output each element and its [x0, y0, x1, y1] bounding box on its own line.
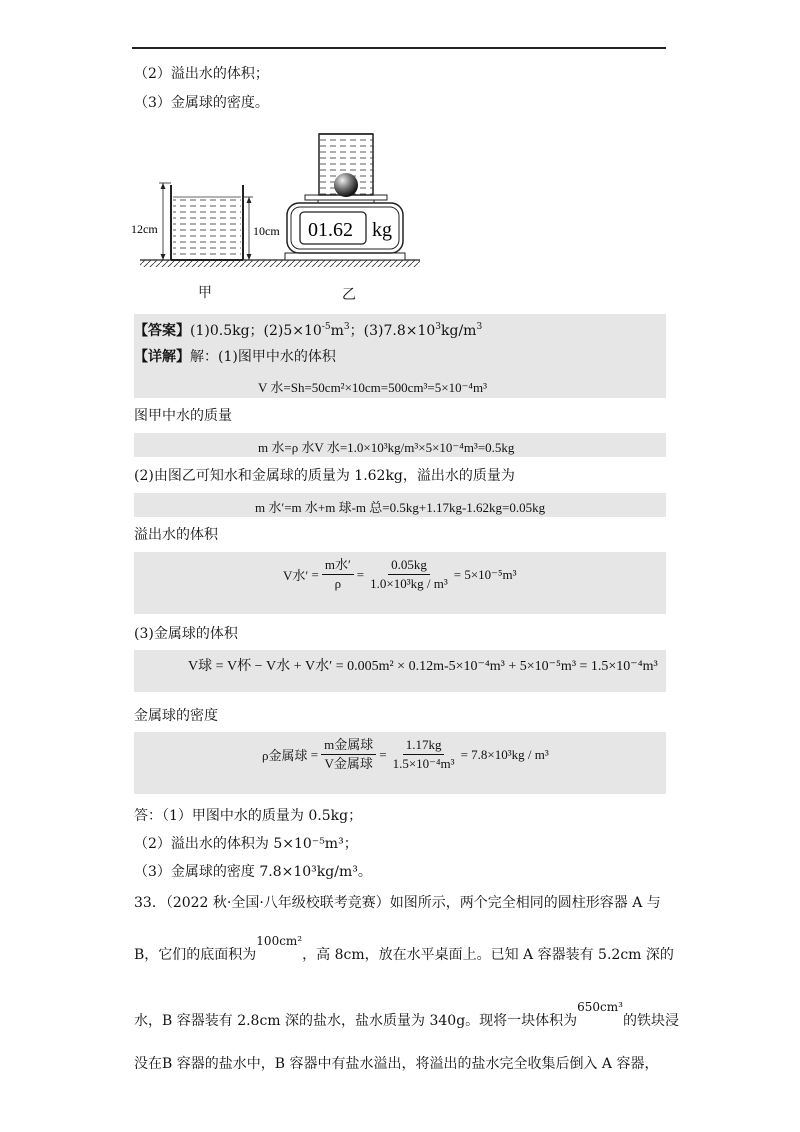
conclusion-2: （2）溢出水的体积为 5×10⁻⁵m³；	[134, 836, 358, 852]
answer-sup-b: 3	[476, 322, 483, 332]
container-jia	[159, 183, 253, 260]
equation-ball-density: ρ金属球 = $\frac{\text{m金属球}}{\text{V金属球}}$ = $\frac{1.17kg}{\text{1.5×10⁻⁴m³}}$ = 7.8×10³kg / m³	[262, 737, 549, 771]
eq4-frac1: $\frac{\text{m水′}}{\rho}$	[322, 557, 354, 592]
label-water-mass: 图甲中水的质量	[134, 408, 232, 424]
scale-reading: 01.62	[308, 219, 353, 241]
dim-10cm-label: 10cm	[253, 224, 280, 238]
label-ball-density: 金属球的密度	[134, 708, 218, 724]
question-33-line2: B，它们的底面积为100cm²，高 8cm，放在水平桌面上。已知 A 容器装有 5.2cm 深的	[134, 934, 674, 963]
answer-tag: 【答案】	[134, 323, 190, 339]
scale-unit: kg	[372, 219, 392, 241]
eq6-result: = 7.8×10³kg / m³	[460, 746, 549, 762]
question-33-line3: 水，B 容器装有 2.8cm 深的盐水，盐水质量为 340g。现将一块体积为650cm³的铁块浸	[134, 1000, 679, 1029]
dim-12cm-label: 12cm	[131, 222, 158, 236]
experiment-figure	[130, 125, 430, 305]
answer-part1: (1)0.5kg；(2)5×10	[190, 323, 322, 339]
answer-exp2: 3	[435, 322, 441, 332]
water-jia	[173, 197, 241, 260]
answer-exp1: -5	[321, 322, 331, 332]
metal-ball	[334, 173, 358, 197]
caption-jia: 甲	[198, 285, 212, 301]
question-33-line4: 没在B 容器的盐水中，B 容器中有盐水溢出，将溢出的盐水完全收集后倒入 A 容器，	[134, 1056, 659, 1072]
conclusion-3: （3）金属球的密度 7.8×10³kg/m³。	[134, 864, 372, 880]
eq4-lhs: V水′	[283, 568, 309, 583]
ground-hatch	[140, 260, 420, 267]
answer-m: m	[330, 323, 344, 339]
question-2: （2）溢出水的体积；	[134, 66, 269, 82]
eq6-frac2: $\frac{1.17kg}{\text{1.5×10⁻⁴m³}}$	[392, 737, 455, 771]
eq6-frac1: $\frac{\text{m金属球}}{\text{V金属球}}$	[321, 737, 376, 772]
equation-mass-water: m 水=ρ 水V 水=1.0×10³kg/m³×5×10⁻⁴m³=0.5kg	[258, 440, 515, 455]
area-value: 100cm²	[256, 934, 303, 948]
answer-unit: kg/m	[441, 323, 477, 339]
eq4-frac2: $\frac{0.05kg}{\text{1.0×10³kg / m³}}$	[370, 557, 448, 591]
question-33-line1: 33．（2022 秋·全国·八年级校联考竞赛）如图所示，两个完全相同的圆柱形容器 A 与	[134, 895, 661, 911]
question-3: （3）金属球的密度。	[134, 95, 269, 111]
label-part3: (3)金属球的体积	[134, 626, 238, 642]
equation-overflow-mass: m 水′=m 水+m 球-m 总=0.5kg+1.17kg-1.62kg=0.05kg	[255, 500, 546, 515]
label-overflow-volume: 溢出水的体积	[134, 527, 218, 543]
eq4-result: = 5×10⁻⁵m³	[453, 566, 517, 582]
equation-ball-volume: V球 = V杯 − V水 + V水′ = 0.005m² × 0.12m-5×10⁻⁴m³ + 5×10⁻⁵m³ = 1.5×10⁻⁴m³	[188, 659, 658, 674]
answer-line	[134, 317, 482, 341]
answer-part2: ；(3)7.8×10	[349, 323, 436, 339]
detail-intro: 解：(1)图甲中水的体积	[190, 349, 336, 365]
detail-intro-line	[134, 347, 336, 367]
equation-overflow-volume: V水′ = $\frac{\text{m水′}}{\rho}$ = $\frac{0.05kg}{\text{1.0×10³kg / m³}}$ = 5×10⁻⁵m³	[283, 557, 517, 591]
scale-yi	[285, 134, 405, 260]
detail-tag: 【详解】	[134, 349, 190, 365]
caption-yi: 乙	[342, 287, 356, 303]
label-part2: (2)由图乙可知水和金属球的质量为 1.62kg，溢出水的质量为	[134, 468, 515, 484]
top-rule	[132, 47, 666, 49]
conclusion-1: 答：（1）甲图中水的质量为 0.5kg；	[134, 808, 363, 824]
volume-value: 650cm³	[577, 1000, 623, 1014]
answer-sup-a: 3	[343, 322, 350, 332]
eq6-lhs: ρ金属球	[262, 748, 308, 763]
equation-volume-water: V 水=Sh=50cm²×10cm=500cm³=5×10⁻⁴m³	[258, 380, 487, 395]
